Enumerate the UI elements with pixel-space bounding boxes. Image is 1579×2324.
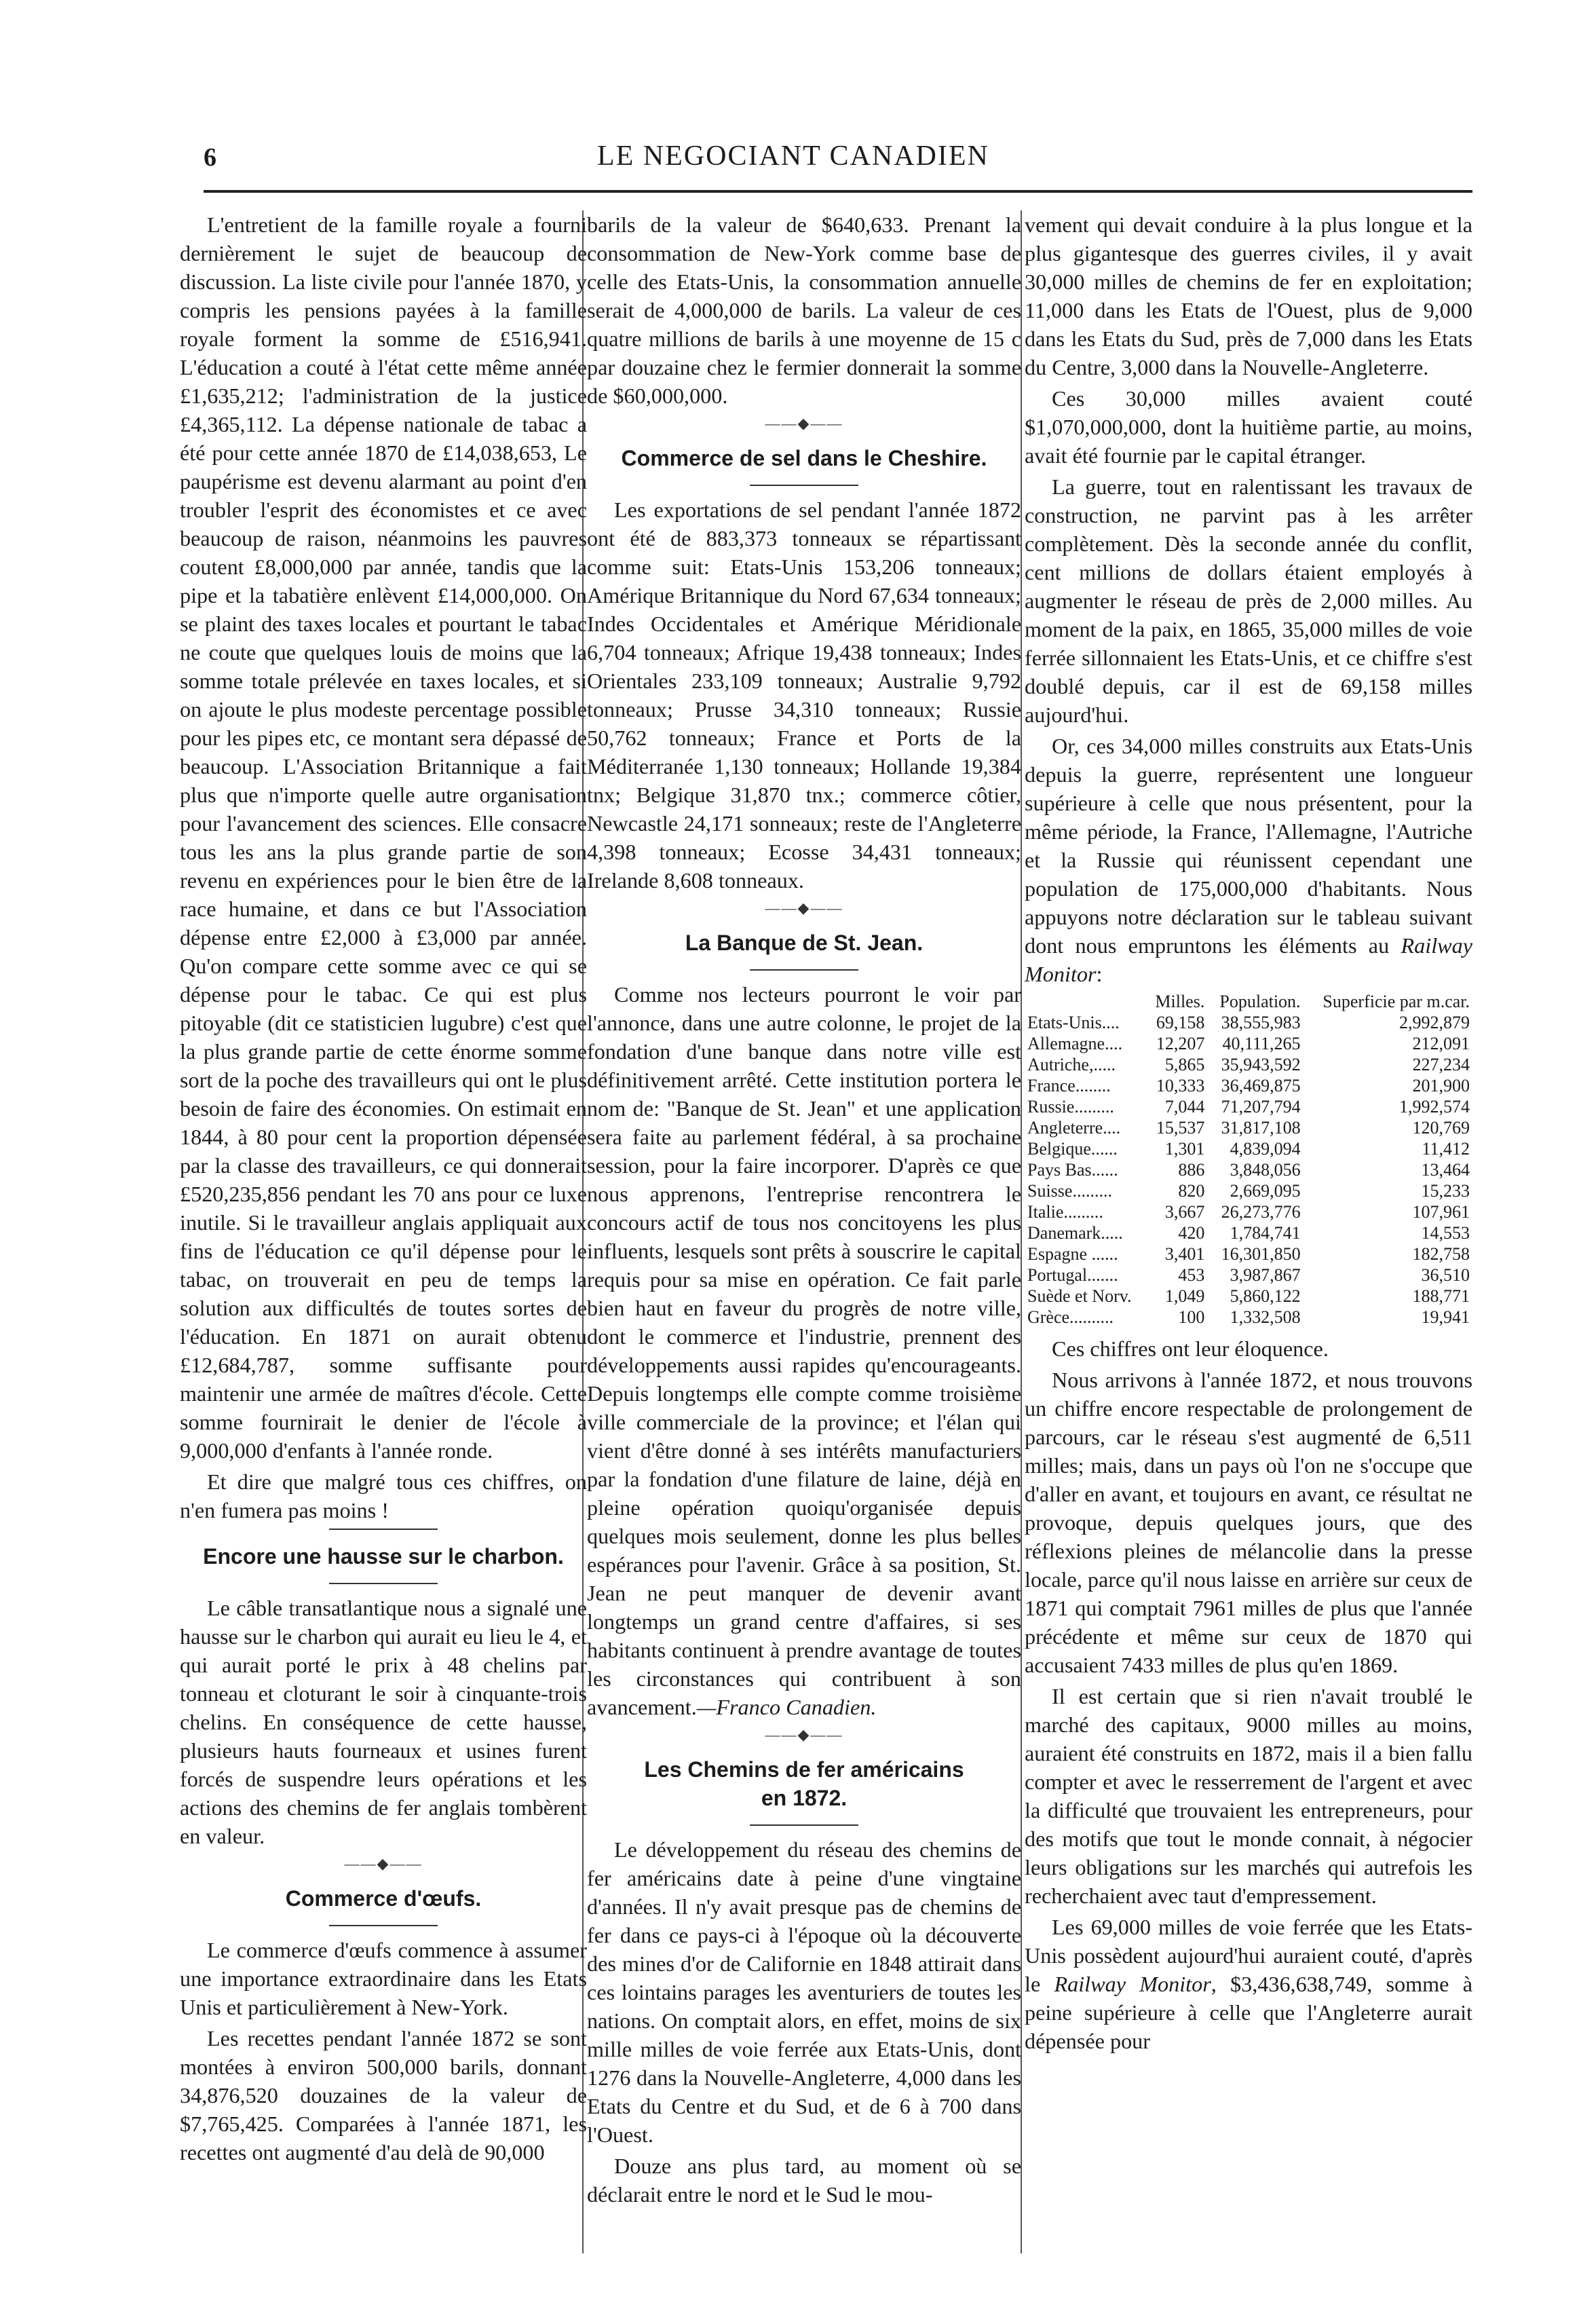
country-cell: Pays Bas...... <box>1027 1160 1118 1180</box>
value-cell: 35,943,592 <box>1221 1055 1301 1074</box>
value-cell: 16,301,850 <box>1221 1244 1301 1264</box>
separator-rule <box>329 1583 438 1584</box>
value-cell: 31,817,108 <box>1221 1118 1301 1138</box>
separator-rule <box>750 1824 858 1826</box>
country-cell: Italie......... <box>1027 1202 1103 1222</box>
article-paragraph: Douze ans plus tard, au moment où se déclarait entre le nord et le Sud le mou- <box>587 2154 1021 2207</box>
separator-rule <box>329 1925 438 1926</box>
article-paragraph: Le câble transatlantique nous a signalé une hausse sur le charbon qui aurait eu lieu le 4, et qui aurait porté le prix à 48 chelins par tonneau et cloturant le soir à cinquante-trois chelins. En conséquence de cette hausse, plusieurs hauts fourneaux et usines furent forcés de suspendre leurs opérations et les actions des chemins de fer anglais tombèrent en valeur. <box>180 1596 587 1848</box>
article-paragraph <box>1025 1913 1472 2055</box>
table-row <box>1025 1033 1472 1054</box>
country-cell: Belgique...... <box>1027 1139 1118 1159</box>
value-cell: 453 <box>1178 1265 1205 1285</box>
article-paragraph: Nous arrivons à l'année 1872, et nous trouvons un chiffre encore respectable de prolongement de parcours, car le réseau s'est augmenté de 6,511 milles; mais, dans un pays où l'on ne s'occupe que d'aller en avant, et toujours en avant, ce résultat ne provoque, depuis quelques jours, que des réflexions pleines de mélancolie dans la presse locale, parce qu'il nous laisse en arrière sur ceux de 1871 qui comptait 7961 milles de plus que l'année précédente et même sur ceux de 1870 qui accusaient 7433 milles de plus qu'en 1869. <box>1025 1368 1472 1677</box>
article-heading: Encore une hausse sur le charbon. <box>203 1544 564 1569</box>
value-cell: 7,044 <box>1164 1097 1205 1117</box>
header-rule <box>204 190 1472 193</box>
country-cell: France........ <box>1027 1076 1111 1095</box>
value-cell: 12,207 <box>1156 1034 1205 1053</box>
country-cell: Danemark..... <box>1027 1223 1123 1243</box>
value-cell: 71,207,794 <box>1221 1097 1301 1117</box>
heading-line: Les Chemins de fer américains <box>644 1757 964 1782</box>
value-cell: 36,510 <box>1421 1265 1470 1285</box>
value-cell: 120,769 <box>1412 1118 1470 1138</box>
table-row <box>1025 1222 1472 1243</box>
table-row <box>1025 1243 1472 1264</box>
article-text: , $3,436,638,749, somme à peine supérieure à celle que l'Angleterre aurait dépensée pour <box>1025 1972 1473 2053</box>
value-cell: 1,301 <box>1164 1139 1205 1159</box>
table-row <box>1025 1012 1472 1033</box>
table-row <box>1025 1201 1472 1222</box>
table-row <box>1025 1307 1472 1328</box>
value-cell: 38,555,983 <box>1221 1013 1301 1032</box>
table-header-row <box>1025 991 1472 1012</box>
separator-ornament: ——◆—— <box>765 899 843 916</box>
separator-ornament: ——◆—— <box>765 1726 843 1743</box>
separator-ornament: ——◆—— <box>765 415 843 432</box>
article-paragraph: vement qui devait conduire à la plus longue et la plus gigantesque des guerres civiles, il y avait 30,000 milles de chemins de fer en exploitation; 11,000 dans les Etats de l'Ouest, plus de 9,000 dans les Etats du Sud, près de 7,000 dans les Etats du Centre, 3,000 dans la Nouvelle-Angleterre. <box>1025 212 1472 379</box>
table-row <box>1025 1286 1472 1307</box>
value-cell: 5,860,122 <box>1230 1286 1301 1306</box>
country-cell: Allemagne.... <box>1027 1034 1123 1053</box>
heading-line: en 1872. <box>761 1786 848 1810</box>
article-text: Comme nos lecteurs pourront le voir par l'annonce, dans une autre colonne, le projet de la fondation d'une banque dans notre ville est définitivement arrêté. Cette institution portera le nom de: "Banque de St. Jean" et une application sera faite au parlement fédéral, à sa prochaine session, pour la faire incorporer. D'après ce que nous apprenons, l'entreprise rencontrera le concours actif de tous nos concitoyens les plus influents, lesquels sont prêts à souscrire le capital requis pour sa mise en opération. Ce fait parle bien haut en faveur du progrès de notre ville, dont le commerce et l'industrie, prennent des développements aussi rapides qu'encourageants. Depuis longtemps elle compte comme troisième ville commerciale de la province; et l'élan qui vient d'être donné à ses intérêts manufacturiers par la fondation d'une filature de laine, déjà en pleine opération quoiqu'organisée depuis quelques mois seulement, donne les plus belles espérances pour l'avenir. Grâce à sa position, St. Jean ne peut manquer de devenir avant longtemps un grand centre d'affaires, si ses habitants continuent à prendre avantage de toutes les circonstances qui contribuent à son avancement. <box>587 982 1021 1719</box>
article-source: Railway Monitor <box>1025 933 1473 986</box>
column-header: Superficie par m.car. <box>1323 992 1470 1011</box>
article-heading: Commerce de sel dans le Cheshire. <box>621 446 987 470</box>
table-row <box>1025 1117 1472 1138</box>
article-heading <box>587 1755 1021 1812</box>
article-heading: La Banque de St. Jean. <box>685 931 924 955</box>
value-cell: 14,553 <box>1421 1223 1470 1243</box>
value-cell: 5,865 <box>1164 1055 1205 1074</box>
value-cell: 1,049 <box>1164 1286 1205 1306</box>
table-row <box>1025 1096 1472 1117</box>
article-heading: Commerce d'œufs. <box>285 1886 482 1911</box>
value-cell: 420 <box>1178 1223 1205 1243</box>
article-paragraph: Les recettes pendant l'année 1872 se sont montées à environ 500,000 barils, donnant 34,876,520 douzaines de la valeur de $7,765,425. Comparées à l'année 1871, les recettes ont augmenté d'au delà de 90,000 <box>180 2026 587 2164</box>
value-cell: 2,669,095 <box>1230 1181 1301 1201</box>
article-paragraph: Les exportations de sel pendant l'année 1872 ont été de 883,373 tonneaux se répartissant comme suit: Etats-Unis 153,206 tonneaux; Amérique Britannique du Nord 67,634 tonneaux; Indes Occidentales et Amérique Méridionale 6,704 tonneaux; Afrique 19,438 tonneaux; Indes Orientales 233,109 tonneaux; Australie 9,792 tonneaux; Prusse 34,310 tonneaux; Russie 50,762 tonneaux; France et Ports de la Méditerranée 1,130 tonneaux; Hollande 19,384 tnx; Belgique 31,870 tnx.; commerce côtier, Newcastle 24,171 sonneaux; reste de l'Angleterre 4,398 tonneaux; Ecosse 34,431 tonneaux; Irelande 8,608 tonneaux. <box>587 498 1021 893</box>
value-cell: 26,273,776 <box>1221 1202 1301 1222</box>
value-cell: 3,667 <box>1164 1202 1205 1222</box>
country-cell: Etats-Unis.... <box>1027 1013 1120 1032</box>
article-paragraph <box>587 980 1021 1721</box>
page-number: 6 <box>204 143 216 172</box>
value-cell: 11,412 <box>1422 1139 1470 1159</box>
value-cell: 3,987,867 <box>1230 1265 1301 1285</box>
table-row <box>1025 1180 1472 1201</box>
country-cell: Espagne ...... <box>1027 1244 1118 1264</box>
country-cell: Angleterre.... <box>1027 1118 1121 1138</box>
table-row <box>1025 1159 1472 1180</box>
value-cell: 69,158 <box>1156 1013 1205 1032</box>
value-cell: 3,401 <box>1164 1244 1205 1264</box>
country-cell: Autriche,..... <box>1027 1055 1116 1074</box>
article-paragraph: Et dire que malgré tous ces chiffres, on n'en fumera pas moins ! <box>180 1469 587 1522</box>
value-cell: 107,961 <box>1412 1202 1470 1222</box>
value-cell: 15,233 <box>1421 1181 1470 1201</box>
column-header: Milles. <box>1155 992 1205 1011</box>
country-cell: Russie......... <box>1027 1097 1114 1117</box>
value-cell: 4,839,094 <box>1230 1139 1301 1159</box>
value-cell: 19,941 <box>1421 1307 1470 1327</box>
column-header <box>1025 991 1146 1012</box>
country-cell: Grèce.......... <box>1027 1307 1114 1327</box>
article-paragraph: barils de la valeur de $640,633. Prenant la consommation de New-York comme base de celle des Etats-Unis, la consommation annuelle serait de 4,000,000 de barils. La valeur de ces quatre millions de barils à une moyenne de 15 c par douzaine chez le fermier donnerait la somme de $60,000,000. <box>587 212 1021 408</box>
table-row <box>1025 1075 1472 1096</box>
country-cell: Suisse......... <box>1027 1181 1112 1201</box>
value-cell: 100 <box>1178 1307 1205 1327</box>
value-cell: 13,464 <box>1421 1160 1470 1180</box>
article-text: : <box>1096 962 1103 986</box>
article-paragraph: Il est certain que si rien n'avait troublé le marché des capitaux, 9000 milles au moins, auraient été construits en 1872, mais il a bien fallu compter et avec le resserrement de l'argent et avec la difficulté que trouvaient les entrepreneurs, pour des motifs que tout le monde connait, à négocier leurs obligations sur les marchés qui autrefois les recherchaient avec taut d'empressement. <box>1025 1684 1472 1908</box>
article-source: Railway Monitor <box>1054 1972 1211 1996</box>
value-cell: 1,332,508 <box>1230 1307 1301 1327</box>
separator-rule <box>750 485 858 486</box>
article-text: Or, ces 34,000 milles construits aux Etats-Unis depuis la guerre, représentent une longueur supérieure à celle que nous présentent, pour la même période, la France, l'Allemagne, l'Autriche et la Russie qui réunissent cependant une population de 175,000,000 d'habitants. Nous appuyons notre déclaration sur le tableau suivant dont nous empruntons les éléments au <box>1025 734 1472 958</box>
article-paragraph: Le développement du réseau des chemins de fer américains date à peine d'une vingtaine d'années. Il n'y avait presque pas de chemins de fer dans ce pays-ci à l'époque où la découverte des mines d'or de Californie en 1848 attirait dans ces lointains parages les aventuriers de toutes les nations. On comptait alors, en effet, moins de six mille milles de voie ferrée aux Etats-Unis, dont 1276 dans la Nouvelle-Angleterre, 4,000 dans les Etats du Centre et du Sud, et de 6 à 700 dans l'Ouest. <box>587 1837 1021 2147</box>
separator-ornament: ——◆—— <box>344 1855 423 1872</box>
article-text: Les 69,000 milles de voie ferrée que les Etats-Unis possèdent aujourd'hui auraient couté, d'après le <box>1025 1915 1472 1996</box>
article-paragraph: Le commerce d'œufs commence à assumer une importance extraordinaire dans les Etats Unis et particulièrement à New-York. <box>180 1938 587 2019</box>
article-paragraph: Ces 30,000 milles avaient couté $1,070,000,000, dont la huitième partie, au moins, avait été fournie par le capital étranger. <box>1025 386 1472 468</box>
value-cell: 40,111,265 <box>1222 1034 1301 1053</box>
value-cell: 886 <box>1178 1160 1205 1180</box>
railway-statistics-table <box>1025 991 1472 1328</box>
page-header <box>0 122 1579 197</box>
value-cell: 1,992,574 <box>1399 1097 1470 1117</box>
value-cell: 182,758 <box>1412 1244 1470 1264</box>
value-cell: 36,469,875 <box>1221 1076 1301 1095</box>
column-2 <box>587 210 1021 2211</box>
value-cell: 2,992,879 <box>1399 1013 1470 1032</box>
value-cell: 3,848,056 <box>1230 1160 1301 1180</box>
newspaper-title: LE NEGOCIANT CANADIEN <box>597 140 989 172</box>
column-1 <box>180 210 587 2169</box>
separator-rule <box>329 1529 438 1530</box>
country-cell: Portugal....... <box>1027 1265 1118 1285</box>
value-cell: 1,784,741 <box>1230 1223 1301 1243</box>
article-paragraph <box>1025 732 1472 988</box>
value-cell: 201,900 <box>1412 1076 1470 1095</box>
country-cell: Suède et Norv. <box>1027 1286 1132 1306</box>
value-cell: 212,091 <box>1412 1034 1470 1053</box>
value-cell: 10,333 <box>1156 1076 1205 1095</box>
value-cell: 15,537 <box>1156 1118 1205 1138</box>
value-cell: 188,771 <box>1412 1286 1470 1306</box>
column-header: Population. <box>1219 992 1301 1011</box>
value-cell: 820 <box>1178 1181 1205 1201</box>
article-paragraph: Ces chiffres ont leur éloquence. <box>1052 1336 1329 1361</box>
value-cell: 227,234 <box>1412 1055 1470 1074</box>
column-3 <box>1025 210 1472 2058</box>
table-row <box>1025 1054 1472 1075</box>
article-paragraph: L'entretient de la famille royale a fourni dernièrement le sujet de beaucoup de discussion. La liste civile pour l'année 1870, y compris les pensions payées à la famille royale forment la somme de £516,941. L'éducation a couté à l'état cette même année £1,635,212; l'administration de la justice £4,365,112. La dépense nationale de tabac a été pour cette année 1870 de £14,038,653, Le paupérisme est devenu alarmant au point d'en troubler l'esprit des économistes et ce avec beaucoup de raison, néanmoins les pauvres coutent £8,000,000 par année, tandis que la pipe et la tabatière enlèvent £14,000,000. On se plaint des taxes locales et pourtant le tabac ne coute que quelques louis de moins que la somme totale prélevée en taxes locales, et si on ajoute le plus modeste percentage possible pour les pipes etc, ce montant sera dépassé de beaucoup. L'Association Britannique a fait plus que n'importe quelle autre organisation pour l'avancement des sciences. Elle consacre tous les ans la plus grande partie de son revenu en expériences pour le bien être de la race humaine, et dans ce but l'Association dépense entre £2,000 à £3,000 par année. Qu'on compare cette somme avec ce qui se dépense pour le tabac. Ce qui est plus pitoyable (dit ce statisticien lugubre) c'est que la plus grande partie de cette énorme somme sort de la poche des travailleurs qui ont le plus besoin de faire des économies. On estimait en 1844, à 80 pour cent la proportion dépensée par la classe des travailleurs, ce qui donnerait £520,235,856 pendant les 70 ans pour ce luxe inutile. Si le travailleur anglais appliquait aux fins de l'éducation ce qu'il dépense pour le tabac, on trouverait en peu de temps la solution aux difficultés de toutes sortes de l'éducation. En 1871 on aurait obtenu £12,684,787, somme suffisante pour maintenir une armée de maîtres d'école. Cette somme fournirait le denier de l'école à 9,000,000 d'enfants à l'année ronde. <box>180 212 587 1463</box>
article-source: —Franco Canadien. <box>696 1695 877 1719</box>
table-row <box>1025 1138 1472 1159</box>
separator-rule <box>750 969 858 971</box>
article-paragraph: La guerre, tout en ralentissant les travaux de construction, ne parvint pas à les arrêter complètement. Dès la seconde année du conflit, cent millions de dollars étaient employés à augmenter le réseau de près de 2,000 milles. Au moment de la paix, en 1865, 35,000 milles de voie ferrée sillonnaient les Etats-Unis, et ce chiffre s'est doublé depuis, car il est de 69,158 milles aujourd'hui. <box>1025 474 1472 727</box>
table-row <box>1025 1264 1472 1286</box>
